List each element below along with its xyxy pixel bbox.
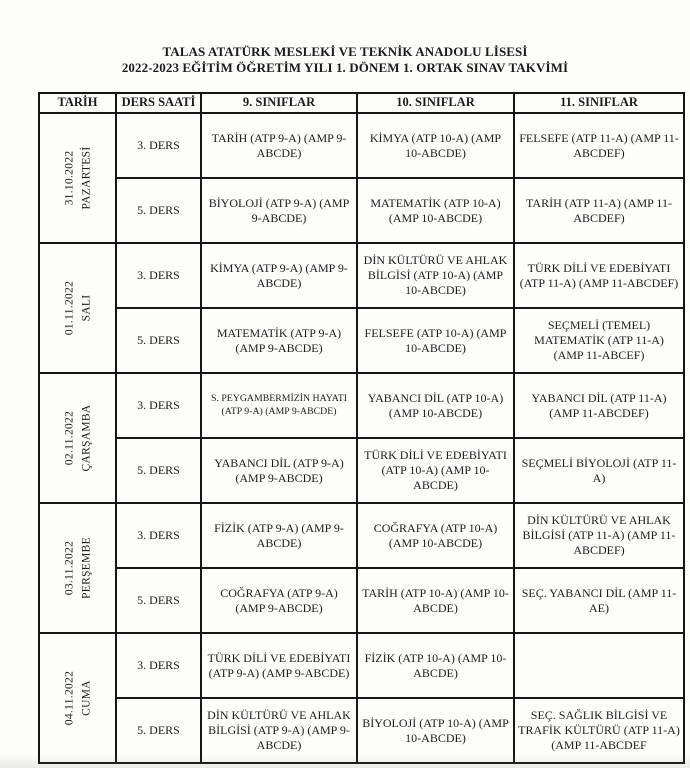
subject-cell-grade11: YABANCI DİL (ATP 11-A) (AMP 11-ABCDEF) [514,373,684,438]
date-cell [39,503,116,633]
table-row [39,503,684,568]
day-label: ÇARŞAMBA [79,404,92,472]
table-row [39,698,684,763]
lesson-period-cell: 5. DERS [116,438,201,503]
date-label: 01.11.2022 [62,280,75,336]
table-row [39,113,684,178]
lesson-period-cell: 3. DERS [116,633,201,698]
subject-cell-grade10: TÜRK DİLİ VE EDEBİYATI (ATP 10-A) (AMP 10-ABCDE) [357,438,514,503]
date-cell [39,113,116,243]
lesson-period-cell: 3. DERS [116,243,201,308]
subject-cell-grade10: DİN KÜLTÜRÜ VE AHLAK BİLGİSİ (ATP 10-A) (AMP 10-ABCDE) [357,243,514,308]
date-cell [39,243,116,373]
school-name: TALAS ATATÜRK MESLEKİ VE TEKNİK ANADOLU LİSESİ [162,44,528,59]
subject-cell-grade10: TARİH (ATP 10-A) (AMP 10-ABCDE) [357,568,514,633]
subject-cell-grade11: SEÇ. SAĞLIK BİLGİSİ VE TRAFİK KÜLTÜRÜ (ATP 11-A) (AMP 11-ABCDEF [514,698,684,763]
day-block-friday [39,633,684,763]
date-cell [39,633,116,763]
table-row [39,373,684,438]
subject-cell-grade11: FELSEFE (ATP 11-A) (AMP 11-ABCDEF) [514,113,684,178]
subject-cell-grade9: MATEMATİK (ATP 9-A) (AMP 9-ABCDE) [201,308,357,373]
subject-cell-grade9: BİYOLOJİ (ATP 9-A) (AMP 9-ABCDE) [201,178,357,243]
column-header-9-siniflar: 9. SINIFLAR [201,93,357,113]
table-row [39,308,684,373]
date-label: 31.10.2022 [62,150,75,206]
subject-cell-grade10: MATEMATİK (ATP 10-A) (AMP 10-ABCDE) [357,178,514,243]
lesson-period-cell: 5. DERS [116,568,201,633]
column-header-tarih: TARİH [39,93,116,113]
table-row [39,633,684,698]
rotated-date [61,405,94,472]
column-header-ders-saati: DERS SAATİ [116,93,201,113]
subject-cell-grade10: BİYOLOJİ (ATP 10-A) (AMP 10-ABCDE) [357,698,514,763]
lesson-period-cell: 3. DERS [116,503,201,568]
subject-cell-grade10: FİZİK (ATP 10-A) (AMP 10-ABCDE) [357,633,514,698]
lesson-period-cell: 5. DERS [116,178,201,243]
subject-cell-grade11: DİN KÜLTÜRÜ VE AHLAK BİLGİSİ (ATP 11-A) (AMP 11-ABCDEF) [514,503,684,568]
subject-cell-grade11-empty [514,633,684,698]
table-row [39,438,684,503]
subject-cell-grade11: SEÇMELİ BİYOLOJİ (ATP 11-A) [514,438,684,503]
date-label: 04.11.2022 [62,670,75,726]
subject-cell-grade9: FİZİK (ATP 9-A) (AMP 9-ABCDE) [201,503,357,568]
exam-schedule-table [38,92,685,764]
lesson-period-cell: 5. DERS [116,698,201,763]
day-block-thursday [39,503,684,633]
lesson-period-cell: 5. DERS [116,308,201,373]
subject-cell-grade9: DİN KÜLTÜRÜ VE AHLAK BİLGİSİ (ATP 9-A) (AMP 9-ABCDE) [201,698,357,763]
day-block-tuesday [39,243,684,373]
subject-cell-grade10: YABANCI DİL (ATP 10-A) (AMP 10-ABCDE) [357,373,514,438]
subject-cell-grade10: KİMYA (ATP 10-A) (AMP 10-ABCDE) [357,113,514,178]
table-row [39,568,684,633]
date-label: 02.11.2022 [62,410,75,466]
subject-cell-grade10: COĞRAFYA (ATP 10-A) (AMP 10-ABCDE) [357,503,514,568]
date-cell [39,373,116,503]
subject-cell-grade11: SEÇMELİ (TEMEL) MATEMATİK (ATP 11-A) (AMP 11-ABCEF) [514,308,684,373]
subject-cell-grade9: COĞRAFYA (ATP 9-A) (AMP 9-ABCDE) [201,568,357,633]
exam-schedule [38,92,685,764]
subject-cell-grade9: KİMYA (ATP 9-A) (AMP 9-ABCDE) [201,243,357,308]
subject-cell-grade11: SEÇ. YABANCI DİL (AMP 11-AE) [514,568,684,633]
day-label: PERŞEMBE [79,537,92,599]
subject-cell-grade9: TARİH (ATP 9-A) (AMP 9-ABCDE) [201,113,357,178]
rotated-date [61,147,94,210]
schedule-subtitle: 2022-2023 EĞİTİM ÖĞRETİM YILI 1. DÖNEM 1. ORTAK SINAV TAKVİMİ [121,59,569,75]
date-label: 03.11.2022 [62,540,75,596]
rotated-date [61,281,94,335]
subject-cell-grade9: YABANCI DİL (ATP 9-A) (AMP 9-ABCDE) [201,438,357,503]
subject-cell-grade11: TARİH (ATP 11-A) (AMP 11-ABCDEF) [514,178,684,243]
column-header-10-siniflar: 10. SINIFLAR [357,93,514,113]
lesson-period-cell: 3. DERS [116,373,201,438]
subject-cell-grade9: TÜRK DİLİ VE EDEBİYATI (ATP 9-A) (AMP 9-ABCDE) [201,633,357,698]
lesson-period-cell: 3. DERS [116,113,201,178]
rotated-date [61,537,94,599]
day-label: CUMA [79,680,92,716]
column-header-11-siniflar: 11. SINIFLAR [514,93,684,113]
table-row [39,178,684,243]
day-label: PAZARTESİ [79,146,92,210]
rotated-date [61,671,94,725]
document-title [0,44,690,76]
subject-cell-grade9: S. PEYGAMBERMİZİN HAYATI (ATP 9-A) (AMP 9-ABCDE) [201,373,357,438]
day-label: SALI [79,294,92,322]
table-row [39,243,684,308]
subject-cell-grade11: TÜRK DİLİ VE EDEBİYATI (ATP 11-A) (AMP 11-ABCDEF) [514,243,684,308]
table-header-row [39,93,684,113]
day-block-monday [39,113,684,243]
day-block-wednesday [39,373,684,503]
subject-cell-grade10: FELSEFE (ATP 10-A) (AMP 10-ABCDE) [357,308,514,373]
